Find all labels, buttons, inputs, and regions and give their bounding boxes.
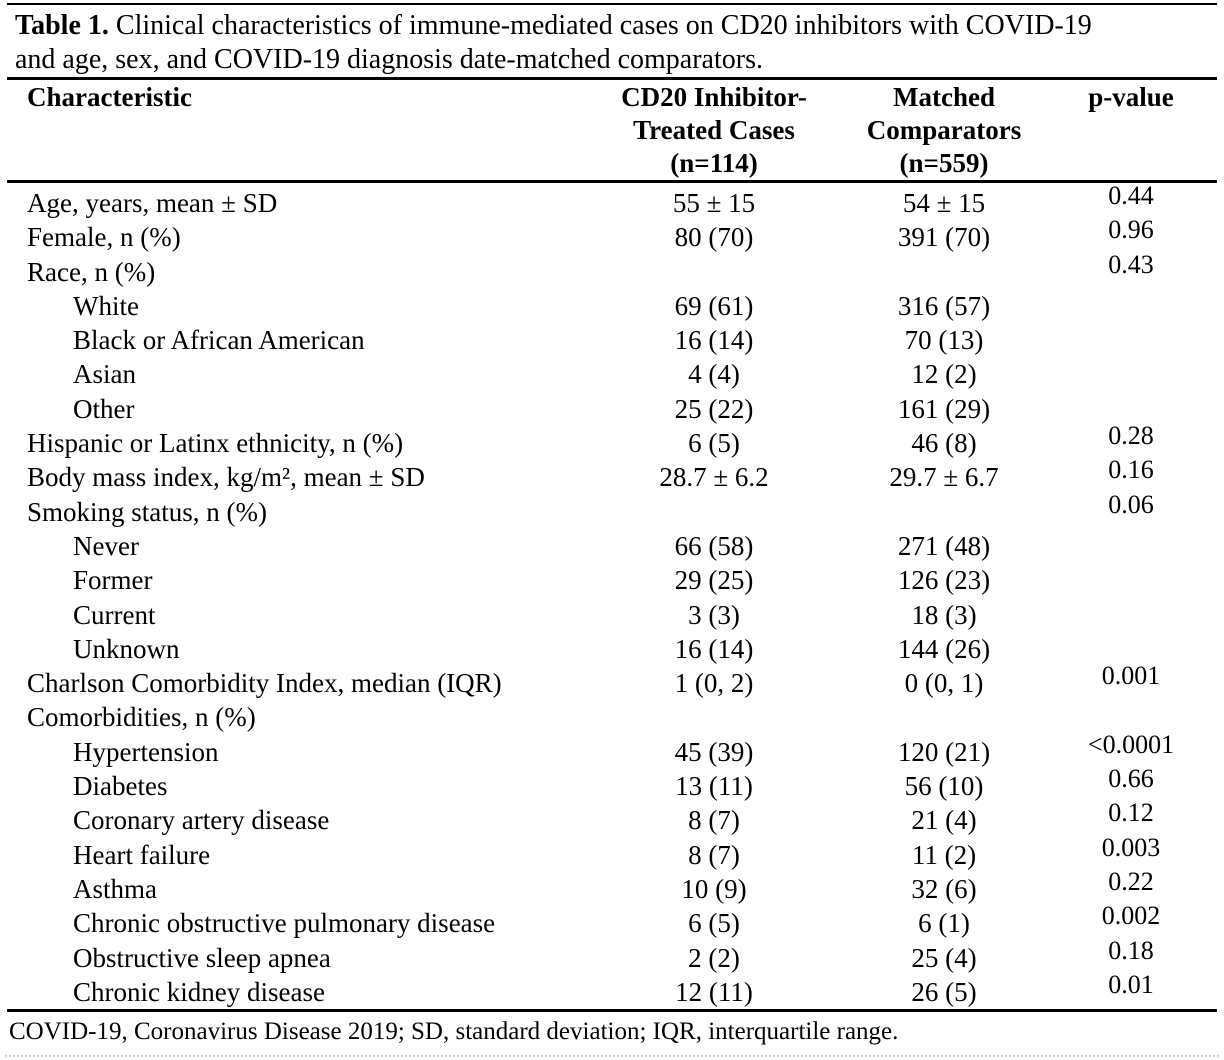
p-value-cell (1045, 316, 1217, 350)
comparators-value: 21 (4) (911, 805, 977, 836)
table-row (7, 700, 1217, 734)
cases-value: 4 (4) (688, 359, 740, 390)
cases-value: 10 (9) (681, 873, 747, 904)
row-label: Hispanic or Latinx ethnicity, n (%) (27, 428, 404, 459)
cases-value: 8 (7) (688, 805, 740, 836)
cases-value: 12 (11) (675, 976, 753, 1007)
comparators-value: 18 (3) (911, 599, 977, 630)
row-label: White (73, 290, 139, 321)
cases-value: 45 (39) (674, 736, 754, 767)
table-row (7, 901, 1217, 940)
table-row (7, 421, 1217, 460)
row-label: Female, n (%) (27, 222, 181, 253)
cases-value (585, 255, 843, 289)
header-cases-line1: CD20 Inhibitor- (621, 82, 807, 112)
table-row (7, 529, 1217, 563)
cases-value: 28.7 ± 6.2 (659, 462, 769, 493)
table-row (7, 729, 1217, 769)
row-label: Charlson Comorbidity Index, median (IQR) (27, 668, 502, 699)
p-value-cell (1045, 556, 1217, 590)
cases-value: 29 (25) (674, 565, 754, 596)
table-row (7, 323, 1217, 357)
row-label: Chronic obstructive pulmonary disease (73, 908, 496, 939)
row-label: Race, n (%) (27, 256, 156, 287)
row-label: Diabetes (73, 771, 168, 802)
header-comparators-line3: (n=559) (899, 148, 989, 178)
p-value-cell: 0.001 (1101, 661, 1161, 691)
table-row (7, 181, 1217, 220)
comparators-value: 126 (23) (897, 565, 991, 596)
p-value-cell: 0.44 (1108, 181, 1154, 210)
cases-value: 2 (2) (688, 942, 740, 973)
p-value-cell: 0.18 (1108, 935, 1154, 965)
table-row (7, 392, 1217, 426)
comparators-value: 70 (13) (904, 325, 984, 356)
row-label: Asian (73, 359, 136, 390)
row-label: Comorbidities, n (%) (27, 702, 256, 733)
cases-value: 66 (58) (674, 530, 754, 561)
p-value-cell: 0.66 (1108, 764, 1154, 794)
cases-value: 55 ± 15 (672, 188, 756, 218)
p-value-cell: 0.22 (1108, 866, 1154, 896)
table-body (7, 183, 1217, 1009)
row-label: Coronary artery disease (73, 805, 330, 836)
row-label: Other (73, 393, 135, 424)
table-number-label: Table 1. (15, 10, 109, 41)
p-value-cell: 0.06 (1108, 489, 1154, 519)
comparators-value: 26 (5) (911, 976, 977, 1007)
row-label: Black or African American (73, 325, 365, 356)
header-comparators-line1: Matched (893, 82, 995, 112)
page-edge-artifact-line (5, 1055, 1219, 1057)
p-value-cell (1045, 385, 1217, 419)
comparators-value: 0 (0, 1) (904, 668, 984, 699)
comparators-value: 6 (1) (918, 908, 970, 939)
table-row (7, 832, 1217, 872)
table-row (7, 215, 1217, 254)
cases-value: 80 (70) (674, 222, 754, 253)
table-header-row (7, 77, 1217, 183)
comparators-value (843, 495, 1045, 529)
row-label: Age, years, mean ± SD (27, 188, 278, 218)
p-value-cell (1045, 693, 1217, 727)
table-row (7, 661, 1217, 700)
p-value-cell: 0.002 (1101, 901, 1161, 931)
p-value-cell: 0.01 (1108, 969, 1154, 999)
comparators-value: 29.7 ± 6.7 (889, 462, 999, 493)
comparators-value: 56 (10) (904, 771, 984, 802)
comparators-value: 11 (2) (911, 839, 977, 870)
comparators-value: 316 (57) (897, 290, 991, 321)
comparators-value: 161 (29) (897, 393, 991, 424)
cases-value: 16 (14) (674, 633, 754, 664)
comparators-value (843, 700, 1045, 734)
header-comparators (843, 81, 1045, 180)
comparators-value: 271 (48) (897, 530, 991, 561)
row-label: Former (73, 565, 153, 596)
cases-value: 8 (7) (688, 839, 740, 870)
cases-value: 69 (61) (674, 290, 754, 321)
row-label: Body mass index, kg/m², mean ± SD (27, 462, 425, 493)
p-value-cell: 0.12 (1108, 798, 1154, 828)
row-label: Hypertension (73, 736, 219, 767)
p-value-cell (1045, 282, 1217, 316)
comparators-value: 144 (26) (897, 633, 991, 664)
table-row (7, 764, 1217, 803)
caption-line-2: and age, sex, and COVID-19 diagnosis date-matched comparators. (15, 44, 763, 75)
row-label: Obstructive sleep apnea (73, 942, 331, 973)
p-value-cell: 0.28 (1108, 421, 1154, 451)
comparators-value: 32 (6) (911, 873, 977, 904)
header-comparators-line2: Comparators (866, 115, 1022, 145)
table-footnote: COVID-19, Coronavirus Disease 2019; SD, standard deviation; IQR, interquartile range. (9, 1018, 899, 1046)
comparators-value: 54 ± 15 (902, 188, 986, 218)
row-label: Never (73, 530, 139, 561)
header-cases-line2: Treated Cases (633, 115, 795, 145)
table-row (7, 249, 1217, 289)
table-row (7, 489, 1217, 529)
cases-value: 6 (5) (688, 908, 740, 939)
row-label: Heart failure (73, 839, 211, 870)
cases-value: 1 (0, 2) (674, 668, 754, 699)
row-label: Asthma (73, 873, 157, 904)
header-pvalue: p-value (1088, 82, 1174, 112)
p-value-cell (1045, 625, 1217, 659)
table-row (7, 632, 1217, 666)
row-label: Smoking status, n (%) (27, 496, 267, 527)
comparators-value: 391 (70) (897, 222, 991, 253)
table-row (7, 866, 1217, 906)
p-value-cell: 0.96 (1108, 215, 1154, 245)
header-cases (585, 81, 843, 180)
table-row (7, 798, 1217, 837)
caption-line-1 (15, 9, 1209, 43)
row-label: Unknown (73, 633, 180, 664)
table-row (7, 598, 1217, 632)
table-caption (7, 5, 1217, 77)
comparators-value: 12 (2) (911, 359, 977, 390)
comparators-value (843, 255, 1045, 289)
p-value-cell: <0.0001 (1087, 729, 1175, 759)
p-value-cell (1045, 591, 1217, 625)
comparators-value: 46 (8) (911, 428, 977, 459)
cases-value: 13 (11) (675, 771, 753, 802)
table-row (7, 455, 1217, 494)
header-cases-line3: (n=114) (670, 148, 758, 178)
cases-value (585, 700, 843, 734)
caption-text: Clinical characteristics of immune-mediated cases on CD20 inhibitors with COVID-19 (115, 10, 1092, 41)
cases-value: 6 (5) (688, 428, 740, 459)
cases-value: 16 (14) (674, 325, 754, 356)
row-label: Chronic kidney disease (73, 976, 325, 1007)
table-row (7, 357, 1217, 391)
comparators-value: 120 (21) (897, 736, 991, 767)
table-row (7, 289, 1217, 323)
cases-value (585, 495, 843, 529)
table-row (7, 563, 1217, 597)
p-value-cell: 0.16 (1108, 455, 1154, 485)
table-row (7, 969, 1217, 1009)
comparators-value: 25 (4) (911, 942, 977, 973)
p-value-cell: 0.003 (1101, 832, 1161, 862)
p-value-cell (1045, 522, 1217, 556)
cases-value: 3 (3) (688, 599, 740, 630)
cases-value: 25 (22) (674, 393, 754, 424)
p-value-cell: 0.43 (1108, 249, 1154, 279)
table-row (7, 935, 1217, 975)
row-label: Current (73, 599, 156, 630)
header-characteristic: Characteristic (27, 82, 192, 112)
p-value-cell (1045, 350, 1217, 384)
